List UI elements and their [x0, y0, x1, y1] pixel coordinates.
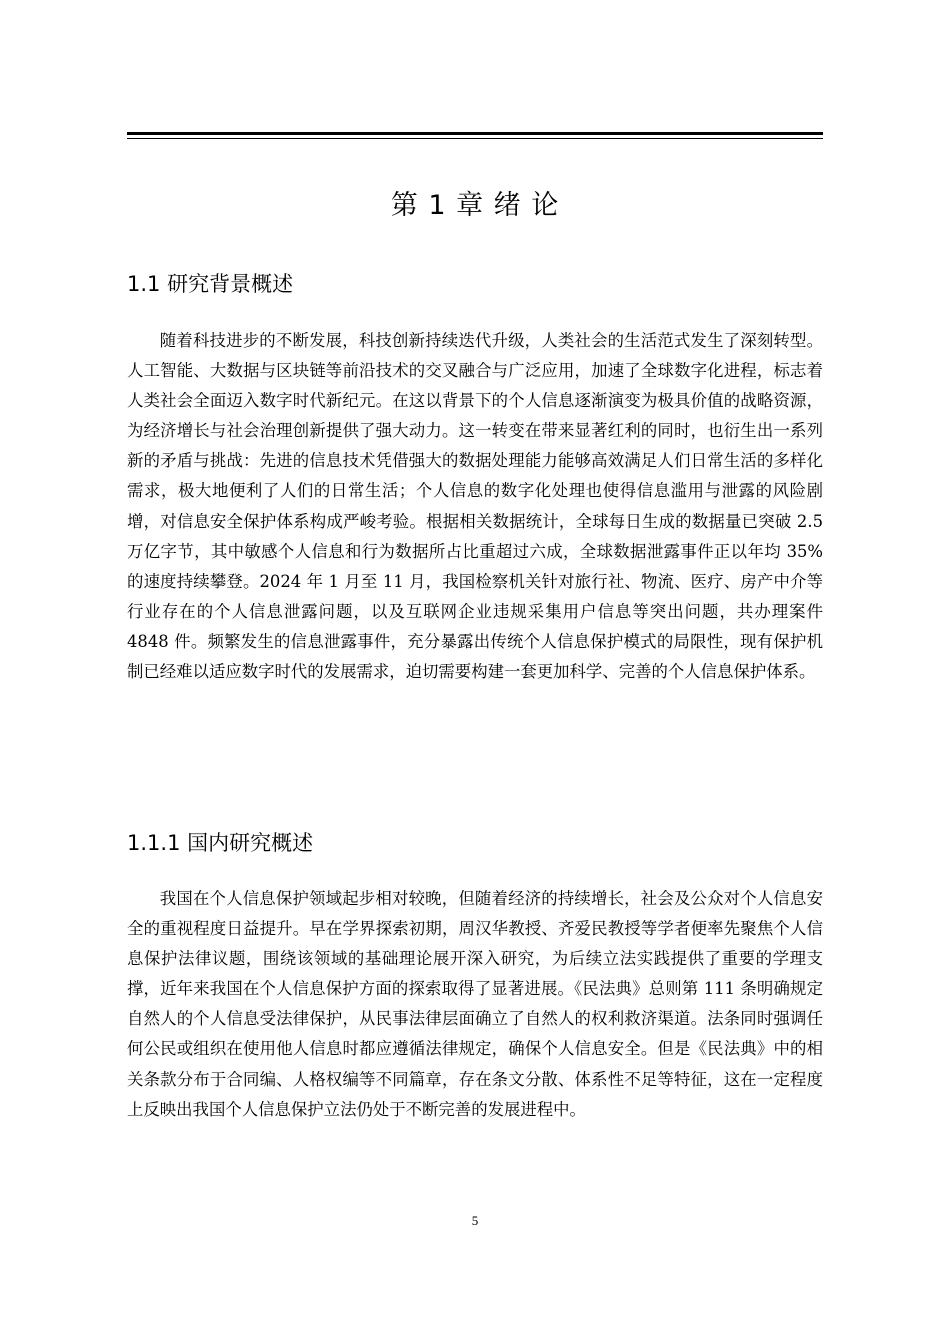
page-number: 5 — [471, 1213, 479, 1228]
section-heading-1-1: 1.1 研究背景概述 — [127, 272, 294, 296]
body-paragraph: 我国在个人信息保护领域起步相对较晚，但随着经济的持续增长，社会及公众对个人信息安全的重视程度日益提升。早在学界探索初期，周汉华教授、齐爱民教授等学者便率先聚焦个人信息保护法律议题，围绕该领域的基础理论展开深入研究，为后续立法实践提供了重要的学理支撑，近年来我国在个人信息保护方面的探索取得了显著进展。《民法典》总则第 111 条明确规定自然人的个人信息受法律保护，从民事法律层面确立了自然人的权利救济渠道。法条同时强调任何公民或组织在使用他人信息时都应遵循法律规定，确保个人信息安全。但是《民法典》中的相关条款分布于合同编、人格权编等不同篇章，存在条文分散、体系性不足等特征，这在一定程度上反映出我国个人信息保护立法仍处于不断完善的发展进程中。 — [127, 889, 823, 1119]
section-heading-1-1-1: 1.1.1 国内研究概述 — [127, 831, 314, 855]
body-paragraph: 随着科技进步的不断发展，科技创新持续迭代升级，人类社会的生活范式发生了深刻转型。人工智能、大数据与区块链等前沿技术的交叉融合与广泛应用，加速了全球数字化进程，标志着人类社会全面迈入数字时代新纪元。在这以背景下的个人信息逐渐演变为极具价值的战略资源，为经济增长与社会治理创新提供了强大动力。这一转变在带来显著红利的同时，也衍生出一系列新的矛盾与挑战：先进的信息技术凭借强大的数据处理能力能够高效满足人们日常生活的多样化需求，极大地便利了人们的日常生活；个人信息的数字化处理也使得信息滥用与泄露的风险剧增，对信息安全保护体系构成严峻考验。根据相关数据统计，全球每日生成的数据量已突破 2.5 万亿字节，其中敏感个人信息和行为数据所占比重超过六成，全球数据泄露事件正以年均 35%的速度持续攀登。2024 年 1 月至 11 月，我国检察机关针对旅行社、物流、医疗、房产中介等行业存在的个人信息泄露问题，以及互联网企业违规采集用户信息等突出问题，共办理案件 4848 件。频繁发生的信息泄露事件，充分暴露出传统个人信息保护模式的局限性，现有保护机制已经难以适应数字时代的发展需求，迫切需要构建一套更加科学、完善的个人信息保护体系。 — [127, 331, 823, 682]
chapter-title: 第 1 章 绪 论 — [390, 190, 560, 221]
header-rule-thin — [127, 138, 823, 139]
header-rule-thick — [127, 132, 823, 135]
